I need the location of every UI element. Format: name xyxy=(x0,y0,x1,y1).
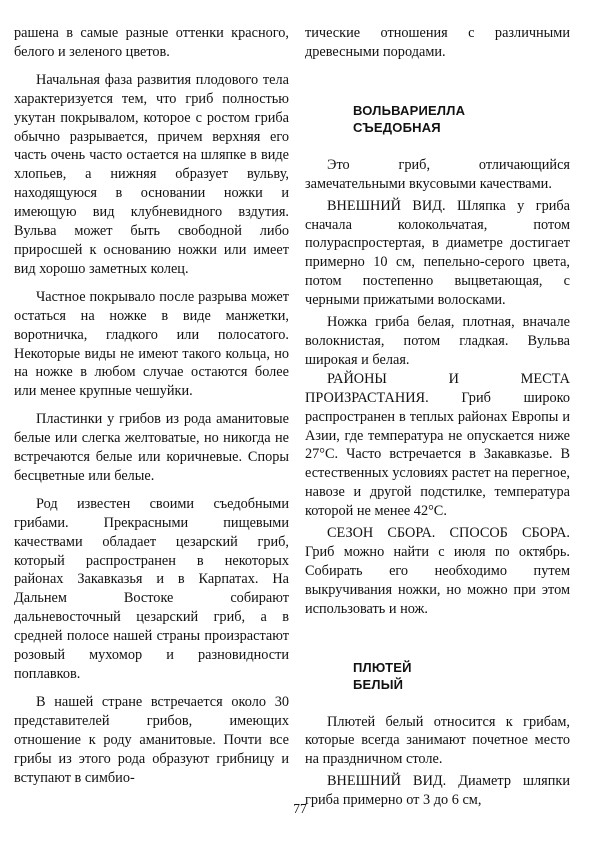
paragraph: Это гриб, отличающийся замечательными вкусовыми качествами. xyxy=(305,156,570,192)
paragraph: В нашей стране встречается около 30 представителей грибов, имеющих отношение к роду аманитовые. Почти все грибы из этого рода образуют грибницу и вступают в симбио- xyxy=(14,693,289,786)
paragraph: Частное покрывало после разрыва может остаться на ножке в виде манжетки, воротничка, гладкого или полосатого. Некоторые виды не имеют такого кольца, но на ножке в любом случае остаются более или менее крупные чешуйки. xyxy=(14,288,289,400)
section-heading-volvariella xyxy=(353,102,570,136)
heading-line: ВОЛЬВАРИЕЛЛА xyxy=(353,102,466,118)
paragraph: Плютей белый относится к грибам, которые всегда занимают почетное место на праздничном столе. xyxy=(305,713,570,768)
paragraph: тические отношения с различными древесными породами. xyxy=(305,25,570,60)
left-column xyxy=(14,24,289,787)
paragraph: Ножка гриба белая, плотная, вначале волокнистая, потом гладкая. Вульва широкая и белая. xyxy=(305,314,570,368)
paragraph: Род известен своими съедобными грибами. Прекрасными пищевыми качествами обладает цезарский гриб, который распространен в некоторых районах Закавказья и в Карпатах. На Дальнем Востоке собирают дальневосточный цезарский гриб, а в средней полосе нашей страны произрастают розовый мухомор и разновидности поплавков. xyxy=(14,495,289,682)
heading-line: ПЛЮТЕЙ xyxy=(353,659,412,675)
paragraph: РАЙОНЫ И МЕСТА ПРОИЗРАСТАНИЯ. Гриб широко распространен в теплых районах Европы и Азии, где температура не опускается ниже 27°С. Часто встречается в Закавказье. В естественных условиях растет на перегное, навозе и другой подстилке, температура которой не менее 42°С. xyxy=(305,370,570,520)
paragraph: ВНЕШНИЙ ВИД. Шляпка у гриба сначала колокольчатая, потом полураспростертая, в диаметре достигает примерно 10 см, пепельно-серого цвета, потом постепенно выцветающая, с черными прижатыми волосками. xyxy=(305,197,570,309)
paragraph: Начальная фаза развития плодового тела характеризуется тем, что гриб полностью укутан покрывалом, которое с ростом гриба обычно разрывается, причем верхняя его часть очень часто остается на шляпке в виде хлопьев, а нижняя образует вульву, находящуюся в основании ножки и имеющую вид клубневидного вздутия. Вульва может быть свободной либо приросшей к основанию ножки или имеет вид хорошо заметных колец. xyxy=(14,71,289,277)
paragraph: Пластинки у грибов из рода аманитовые белые или слегка желтоватые, но никогда не встречаются белые или коричневые. Споры бесцветные или белые. xyxy=(14,411,289,484)
section-heading-pluteus xyxy=(353,659,570,693)
heading-line: СЪЕДОБНАЯ xyxy=(353,119,441,135)
paragraph: СЕЗОН СБОРА. СПОСОБ СБОРА. Гриб можно найти с июля по октябрь. Собирать его необходимо путем выкручивания ножки, но можно при этом использовать и нож. xyxy=(305,525,570,617)
page-number: 77 xyxy=(293,801,307,816)
heading-line: БЕЛЫЙ xyxy=(353,676,404,692)
paragraph: рашена в самые разные оттенки красного, белого и зеленого цветов. xyxy=(14,25,289,60)
paragraph: ВНЕШНИЙ ВИД. Диаметр шляпки гриба примерно от 3 до 6 см, xyxy=(305,773,570,809)
right-column xyxy=(305,24,570,810)
